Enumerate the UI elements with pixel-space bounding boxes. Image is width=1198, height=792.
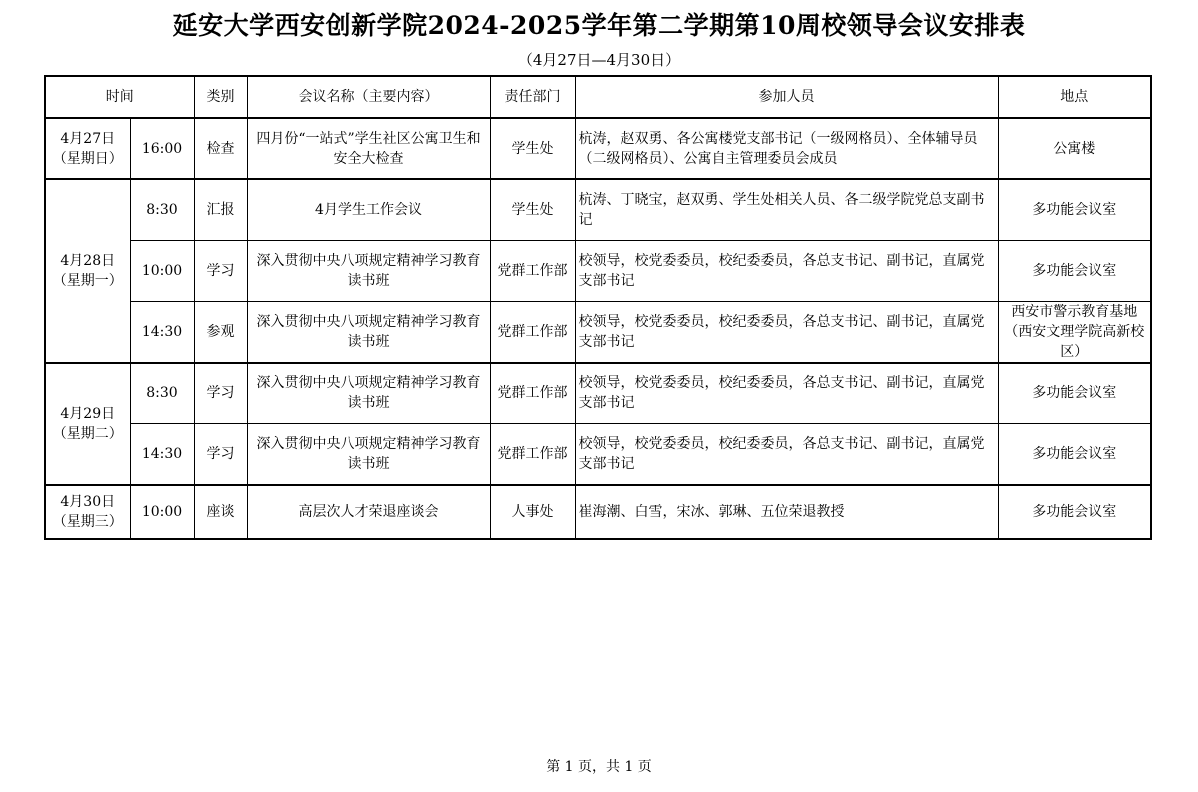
header-attendees: 参加人员 xyxy=(575,76,998,118)
time-cell: 8:30 xyxy=(130,363,194,424)
meeting-cell: 深入贯彻中央八项规定精神学习教育读书班 xyxy=(247,240,490,301)
date-cell xyxy=(45,179,130,363)
attendees-cell: 崔海潮、白雪，宋冰、郭琳、五位荣退教授 xyxy=(575,485,998,539)
location-cell: 西安市警示教育基地（西安文理学院高新校区） xyxy=(998,301,1151,363)
location-cell: 多功能会议室 xyxy=(998,363,1151,424)
header-dept: 责任部门 xyxy=(490,76,575,118)
dept-cell: 党群工作部 xyxy=(490,240,575,301)
dept-cell: 党群工作部 xyxy=(490,363,575,424)
location-cell: 多功能会议室 xyxy=(998,240,1151,301)
header-location: 地点 xyxy=(998,76,1151,118)
meeting-cell: 高层次人才荣退座谈会 xyxy=(247,485,490,539)
location-cell: 多功能会议室 xyxy=(998,424,1151,485)
date-cell xyxy=(45,363,130,485)
date-range-subtitle: （4月27日—4月30日） xyxy=(517,51,681,69)
category-cell: 座谈 xyxy=(194,485,247,539)
time-cell: 8:30 xyxy=(130,179,194,240)
table-row xyxy=(45,424,1151,485)
dept-cell: 党群工作部 xyxy=(490,424,575,485)
dept-cell: 人事处 xyxy=(490,485,575,539)
dept-cell: 党群工作部 xyxy=(490,301,575,363)
time-cell: 14:30 xyxy=(130,424,194,485)
meeting-cell: 深入贯彻中央八项规定精神学习教育读书班 xyxy=(247,424,490,485)
schedule-table xyxy=(44,75,1152,540)
date-cell xyxy=(45,118,130,179)
weekday-label: （星期三） xyxy=(52,513,123,530)
dept-cell: 学生处 xyxy=(490,118,575,179)
time-cell: 10:00 xyxy=(130,485,194,539)
weekday-label: （星期一） xyxy=(52,272,123,289)
table-row xyxy=(45,240,1151,301)
category-cell: 学习 xyxy=(194,363,247,424)
table-row xyxy=(45,118,1151,179)
date-label: 4月29日 xyxy=(60,405,116,422)
header-category: 类别 xyxy=(194,76,247,118)
category-cell: 参观 xyxy=(194,301,247,363)
header-row xyxy=(45,76,1151,118)
attendees-cell: 校领导，校党委委员，校纪委委员，各总支书记、副书记，直属党支部书记 xyxy=(575,301,998,363)
location-cell: 公寓楼 xyxy=(998,118,1151,179)
table-row xyxy=(45,179,1151,240)
meeting-cell: 深入贯彻中央八项规定精神学习教育读书班 xyxy=(247,301,490,363)
table-row xyxy=(45,363,1151,424)
category-cell: 学习 xyxy=(194,424,247,485)
attendees-cell: 杭涛，赵双勇、各公寓楼党支部书记（一级网格员）、全体辅导员（二级网格员）、公寓自主管理委员会成员 xyxy=(575,118,998,179)
header-time: 时间 xyxy=(45,76,194,118)
meeting-cell: 四月份“一站式”学生社区公寓卫生和安全大检查 xyxy=(247,118,490,179)
time-cell: 10:00 xyxy=(130,240,194,301)
location-cell: 多功能会议室 xyxy=(998,179,1151,240)
attendees-cell: 杭涛、丁晓宝，赵双勇、学生处相关人员、各二级学院党总支副书记 xyxy=(575,179,998,240)
category-cell: 汇报 xyxy=(194,179,247,240)
dept-cell: 学生处 xyxy=(490,179,575,240)
location-cell: 多功能会议室 xyxy=(998,485,1151,539)
weekday-label: （星期日） xyxy=(52,150,123,167)
table-row xyxy=(45,485,1151,539)
weekday-label: （星期二） xyxy=(52,425,123,442)
meeting-cell: 深入贯彻中央八项规定精神学习教育读书班 xyxy=(247,363,490,424)
header-meeting: 会议名称（主要内容） xyxy=(247,76,490,118)
category-cell: 学习 xyxy=(194,240,247,301)
date-label: 4月27日 xyxy=(60,130,116,147)
date-label: 4月30日 xyxy=(60,493,116,510)
date-label: 4月28日 xyxy=(60,252,116,269)
attendees-cell: 校领导，校党委委员，校纪委委员，各总支书记、副书记，直属党支部书记 xyxy=(575,424,998,485)
page-title: 延安大学西安创新学院2024-2025学年第二学期第10周校领导会议安排表 xyxy=(172,11,1026,40)
time-cell: 16:00 xyxy=(130,118,194,179)
category-cell: 检查 xyxy=(194,118,247,179)
attendees-cell: 校领导，校党委委员，校纪委委员，各总支书记、副书记，直属党支部书记 xyxy=(575,240,998,301)
attendees-cell: 校领导，校党委委员，校纪委委员，各总支书记、副书记，直属党支部书记 xyxy=(575,363,998,424)
date-cell xyxy=(45,485,130,539)
time-cell: 14:30 xyxy=(130,301,194,363)
table-row xyxy=(45,301,1151,363)
page-footer: 第 1 页，共 1 页 xyxy=(546,759,652,775)
meeting-cell: 4月学生工作会议 xyxy=(247,179,490,240)
